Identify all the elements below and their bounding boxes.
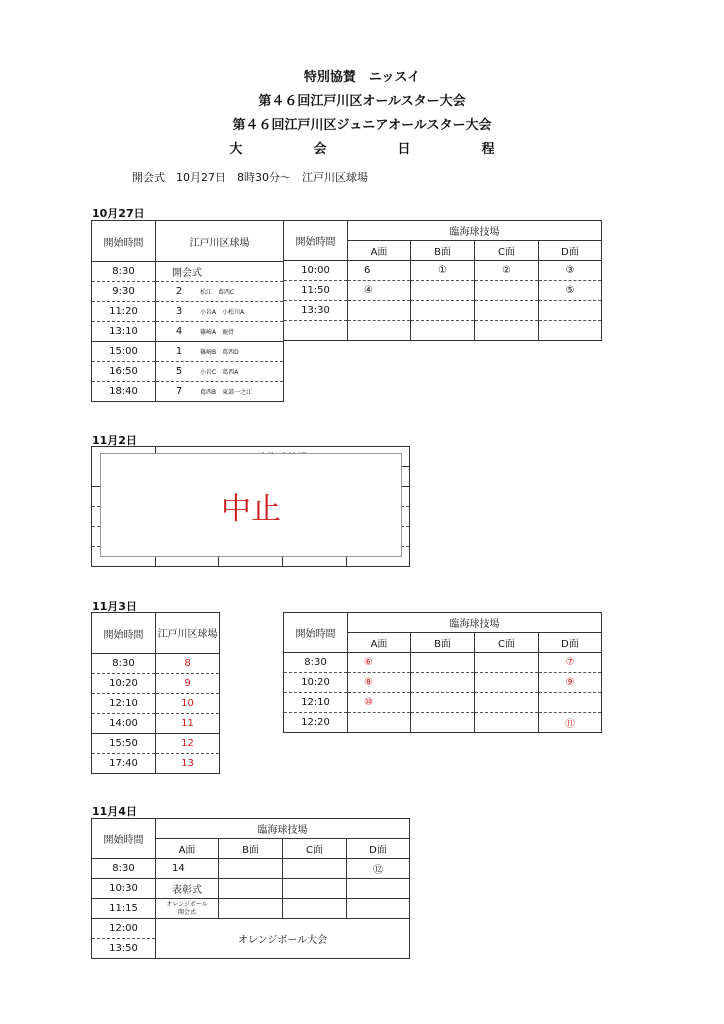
- team-names: 篠崎A 鹿骨: [200, 329, 235, 336]
- field-d-cell: [347, 879, 410, 899]
- table-row: [92, 322, 284, 342]
- field-a-cell: 6: [348, 261, 411, 281]
- time-cell: 12:00: [92, 919, 156, 939]
- table-row: [92, 282, 284, 302]
- game-number: 3: [175, 306, 183, 317]
- field-d-cell: [347, 899, 410, 919]
- game-number: 1: [175, 346, 183, 357]
- table-row: [284, 301, 602, 321]
- start-time-header: 開始時間: [92, 221, 156, 262]
- nov3-rinkai-table: [283, 612, 602, 733]
- game-cell: [156, 282, 284, 302]
- field-d-header: D面: [539, 633, 602, 653]
- time-cell: 10:00: [284, 261, 348, 281]
- table-row: [284, 653, 602, 673]
- team-names: 葛西B 東部一之江: [200, 389, 253, 396]
- game-number: 11: [156, 714, 220, 734]
- field-b-header: B面: [411, 241, 475, 261]
- game-number: 5: [175, 366, 183, 377]
- field-d-cell: ⑨: [539, 673, 602, 693]
- field-a-cell: ④: [348, 281, 411, 301]
- time-cell: 15:00: [92, 342, 156, 362]
- table-row: [92, 382, 284, 402]
- sponsor-title: 特別協賛 ニッスイ: [303, 70, 421, 85]
- field-a-cell: ⑧: [348, 673, 411, 693]
- field-c-cell: [475, 301, 539, 321]
- table-row: [92, 879, 410, 899]
- rinkai-header: 臨海球技場: [156, 819, 410, 839]
- team-names: 小岩A 小松川A: [200, 309, 245, 316]
- field-c-cell: [475, 713, 539, 733]
- time-cell: 10:30: [92, 879, 156, 899]
- time-cell: [284, 321, 348, 341]
- orange-ceremony-line1: オレンジボール: [166, 900, 208, 908]
- time-cell: 9:30: [92, 282, 156, 302]
- field-d-cell: [539, 693, 602, 713]
- field-a-cell: [348, 713, 411, 733]
- field-b-cell: [219, 879, 283, 899]
- field-b-cell: [219, 859, 283, 879]
- table-row: [284, 321, 602, 341]
- schedule-title-char: 日: [397, 142, 411, 157]
- edogawa-header: 江戸川区球場: [156, 613, 220, 654]
- field-a-cell: [348, 301, 411, 321]
- start-time-header: 開始時間: [92, 613, 156, 654]
- field-c-cell: [283, 879, 347, 899]
- start-time-header: 開始時間: [284, 613, 348, 653]
- field-d-cell: ⑦: [539, 653, 602, 673]
- field-d-cell: ③: [539, 261, 602, 281]
- tournament-title: 第４６回江戸川区オールスター大会: [258, 94, 466, 109]
- field-a-header: A面: [156, 839, 219, 859]
- orange-tournament-cell: オレンジボール大会: [156, 919, 410, 959]
- cancel-overlay: [100, 453, 402, 557]
- time-cell: 10:20: [284, 673, 348, 693]
- time-cell: 11:15: [92, 899, 156, 919]
- schedule-title-char: 大: [229, 142, 243, 157]
- field-a-cell: ⑥: [348, 653, 411, 673]
- field-d-cell: [539, 321, 602, 341]
- table-row: [92, 754, 220, 774]
- field-b-header: B面: [219, 839, 283, 859]
- time-cell: 8:30: [284, 653, 348, 673]
- field-d-cell: ⑤: [539, 281, 602, 301]
- game-cell: [156, 302, 284, 322]
- table-row: [92, 342, 284, 362]
- field-b-cell: [411, 713, 475, 733]
- field-c-cell: [283, 859, 347, 879]
- field-c-cell: [475, 673, 539, 693]
- time-cell: 13:30: [284, 301, 348, 321]
- field-b-cell: [411, 301, 475, 321]
- field-c-header: C面: [283, 839, 347, 859]
- table-row: [92, 262, 284, 282]
- time-cell: 8:30: [92, 859, 156, 879]
- field-b-cell: ①: [411, 261, 475, 281]
- field-a-header: A面: [348, 241, 411, 261]
- field-a-cell: 14: [156, 859, 219, 879]
- game-cell: [156, 362, 284, 382]
- table-row: [92, 714, 220, 734]
- table-row: [92, 362, 284, 382]
- field-d-cell: [539, 301, 602, 321]
- game-number: 10: [156, 694, 220, 714]
- table-row: [284, 673, 602, 693]
- field-b-cell: [411, 281, 475, 301]
- time-cell: 13:10: [92, 322, 156, 342]
- rinkai-header: 臨海球技場: [348, 613, 602, 633]
- field-c-cell: [475, 321, 539, 341]
- nov4-rinkai-table: [91, 818, 410, 959]
- time-cell: 15:50: [92, 734, 156, 754]
- oct27-rinkai-table: [283, 220, 602, 341]
- table-row: [92, 694, 220, 714]
- nov3-edogawa-table: [91, 612, 220, 774]
- field-d-header: D面: [347, 839, 410, 859]
- game-cell: [156, 382, 284, 402]
- field-a-cell: 表彰式: [156, 879, 219, 899]
- field-b-cell: [411, 673, 475, 693]
- time-cell: 12:20: [284, 713, 348, 733]
- field-b-cell: [219, 899, 283, 919]
- orange-ceremony-cell: [156, 899, 219, 919]
- table-row: [284, 693, 602, 713]
- field-d-header: D面: [539, 241, 602, 261]
- game-number: 4: [175, 326, 183, 337]
- date-nov3: 11月3日: [92, 600, 137, 613]
- orange-ceremony-line2: 開会式: [177, 908, 196, 916]
- table-row: [284, 281, 602, 301]
- table-row: [92, 899, 410, 919]
- game-cell: [156, 342, 284, 362]
- time-cell: 12:10: [92, 694, 156, 714]
- field-b-cell: [411, 321, 475, 341]
- team-names: 小岩C 葛西A: [200, 369, 239, 376]
- field-c-cell: [475, 653, 539, 673]
- game-number: 13: [156, 754, 220, 774]
- game-number: 8: [156, 654, 220, 674]
- table-row: [284, 261, 602, 281]
- schedule-title-char: 程: [481, 142, 495, 157]
- time-cell: 10:20: [92, 674, 156, 694]
- field-c-cell: [475, 693, 539, 713]
- field-c-cell: [283, 899, 347, 919]
- field-c-cell: ②: [475, 261, 539, 281]
- table-row: [92, 919, 410, 939]
- time-cell: 13:50: [92, 939, 156, 959]
- time-cell: 12:10: [284, 693, 348, 713]
- date-nov4: 11月4日: [92, 805, 137, 818]
- game-number: 7: [175, 386, 183, 397]
- date-nov2: 11月2日: [92, 434, 137, 447]
- junior-tournament-title: 第４６回江戸川区ジュニアオールスター大会: [232, 118, 492, 133]
- team-names: 篠崎B 葛西D: [200, 349, 239, 356]
- edogawa-header: 江戸川区球場: [156, 221, 284, 262]
- table-row: [92, 734, 220, 754]
- game-number: 12: [156, 734, 220, 754]
- field-b-header: B面: [411, 633, 475, 653]
- schedule-title: [0, 138, 724, 157]
- table-row: [92, 302, 284, 322]
- start-time-header: 開始時間: [284, 221, 348, 261]
- field-a-cell: ⑩: [348, 693, 411, 713]
- game-number: 9: [156, 674, 220, 694]
- field-c-header: C面: [475, 241, 539, 261]
- field-b-cell: [411, 693, 475, 713]
- field-b-cell: [411, 653, 475, 673]
- time-cell: 11:20: [92, 302, 156, 322]
- rinkai-header: 臨海球技場: [348, 221, 602, 241]
- team-names: 松江 葛西C: [200, 289, 235, 296]
- field-c-header: C面: [475, 633, 539, 653]
- table-row: [92, 674, 220, 694]
- game-number: 2: [175, 286, 183, 297]
- opening-ceremony-info: 開会式 10月27日 8時30分～ 江戸川区球場: [132, 171, 368, 184]
- date-oct27: 10月27日: [92, 207, 145, 220]
- time-cell: 16:50: [92, 362, 156, 382]
- time-cell: 8:30: [92, 262, 156, 282]
- field-d-cell: ⑪: [539, 713, 602, 733]
- time-cell: 18:40: [92, 382, 156, 402]
- table-row: [92, 859, 410, 879]
- field-c-cell: [475, 281, 539, 301]
- field-a-cell: [348, 321, 411, 341]
- time-cell: 11:50: [284, 281, 348, 301]
- table-row: [284, 713, 602, 733]
- field-a-header: A面: [348, 633, 411, 653]
- time-cell: 14:00: [92, 714, 156, 734]
- field-d-cell: ⑫: [347, 859, 410, 879]
- cancel-label: 中止: [221, 492, 281, 527]
- time-cell: 8:30: [92, 654, 156, 674]
- time-cell: 17:40: [92, 754, 156, 774]
- game-cell: 開会式: [156, 262, 284, 282]
- schedule-title-char: 会: [313, 142, 327, 157]
- oct27-edogawa-table: [91, 220, 284, 402]
- table-row: [92, 654, 220, 674]
- game-cell: [156, 322, 284, 342]
- start-time-header: 開始時間: [92, 819, 156, 859]
